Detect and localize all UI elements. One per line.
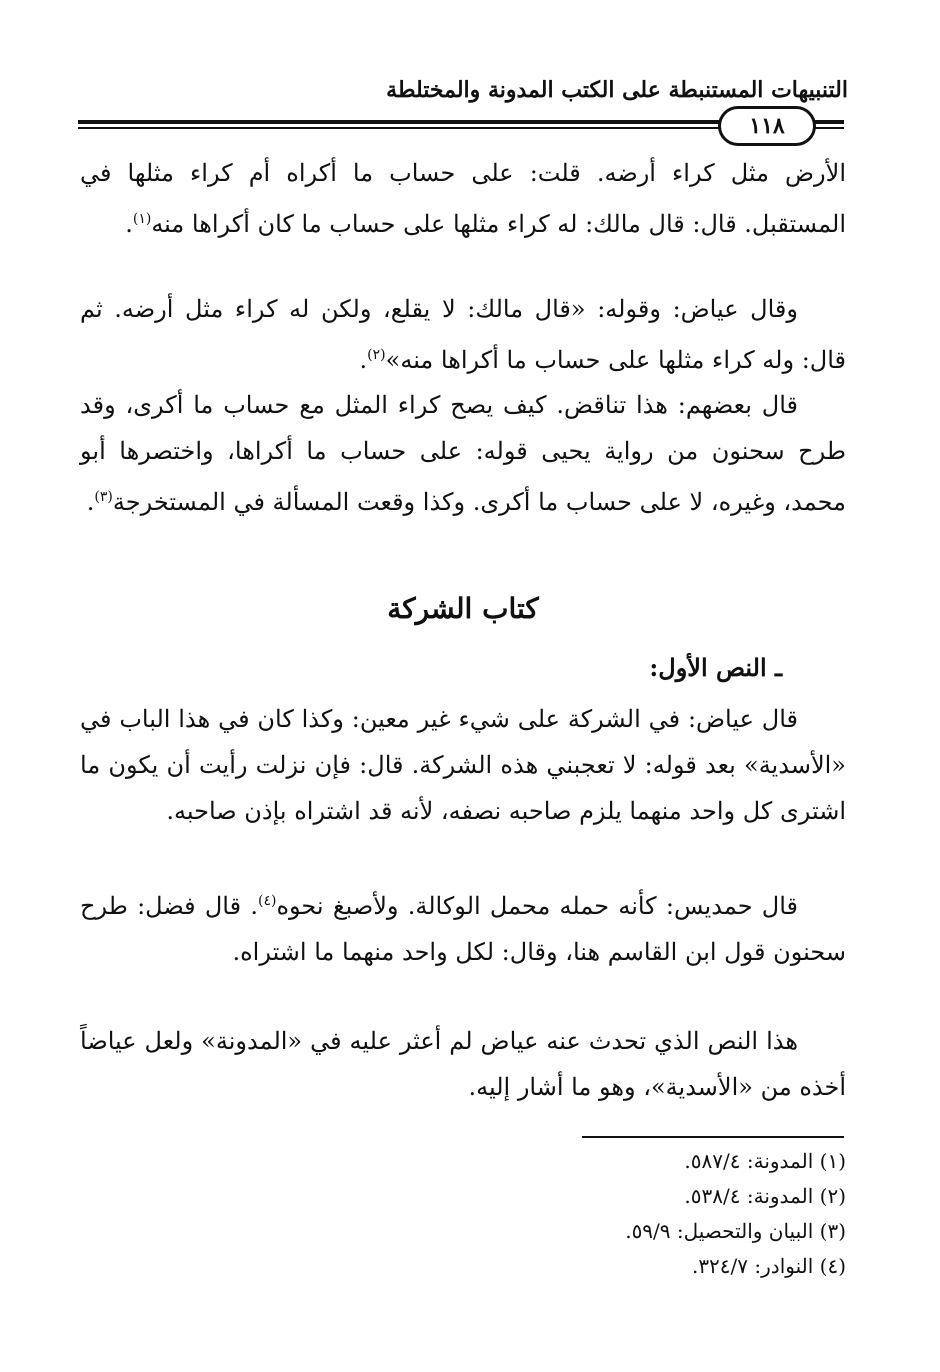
paragraph-5 — [80, 878, 846, 975]
footnote-separator — [582, 1136, 844, 1138]
paragraph-2-tail: . — [359, 346, 368, 374]
paragraph-6 — [80, 1018, 846, 1110]
footnote-ref-2[interactable]: (٢) — [367, 347, 386, 363]
footnote-ref-3[interactable]: (٣) — [94, 489, 113, 505]
footnote-number: (٤) — [819, 1254, 846, 1278]
footnote-text: المدونة: ٥٣٨/٤. — [684, 1184, 814, 1208]
paragraph-1 — [80, 150, 846, 247]
subheading — [80, 648, 846, 688]
paragraph-4 — [80, 696, 846, 834]
paragraph-4-text: قال عياض: في الشركة على شيء غير معين: وكذا كان في هذا الباب في «الأسدية» بعد قوله: لا تعجبني هذه الشركة. قال: فإن نزلت رأيت أن يكون ما اشترى كل واحد منهما يلزم صاحبه نصفه، لأنه قد اشتراه بإذن صاحبه. — [80, 705, 846, 825]
footnote-text: النوادر: ٣٢٤/٧. — [691, 1254, 814, 1278]
section-title: كتاب الشركة — [387, 592, 539, 625]
paragraph-3-text: قال بعضهم: هذا تناقض. كيف يصح كراء المثل مع حساب ما أكرى، وقد طرح سحنون من رواية يحيى قوله: على حساب ما أكراها، واختصرها أبو محمد، وغيره، لا على حساب ما أكرى. وكذا وقعت المسألة في المستخرجة — [80, 391, 847, 516]
paragraph-1-text: الأرض مثل كراء أرضه. قلت: على حساب ما أكراه أم كراء مثلها في المستقبل. قال: قال مالك: له كراء مثلها على حساب ما كان أكراها منه — [80, 159, 846, 238]
paragraph-3 — [80, 382, 846, 525]
footnote-number: (٣) — [819, 1219, 846, 1243]
footnote-item — [520, 1249, 846, 1284]
page-number: ١١٨ — [718, 106, 816, 146]
footnote-number: (٢) — [819, 1184, 846, 1208]
paragraph-1-tail: . — [125, 210, 133, 238]
footnote-number: (١) — [819, 1149, 846, 1173]
footnote-text: البيان والتحصيل: ٥٩/٩. — [625, 1219, 814, 1243]
footnotes-list — [520, 1144, 846, 1284]
subheading-text: ـ النص الأول: — [649, 653, 782, 682]
paragraph-5-tail: . قال فضل: طرح سحنون قول ابن القاسم هنا، وقال: لكل واحد منهما ما اشتراه. — [80, 892, 846, 966]
paragraph-3-tail: . — [86, 488, 95, 516]
footnote-item — [520, 1144, 846, 1179]
running-header: التنبيهات المستنبطة على الكتب المدونة والمختلطة — [386, 77, 848, 103]
paragraph-2 — [80, 286, 846, 383]
paragraph-5-text: قال حمديس: كأنه حمله محمل الوكالة. ولأصبغ نحوه — [276, 892, 798, 920]
footnote-text: المدونة: ٥٨٧/٤. — [684, 1149, 814, 1173]
paragraph-2-text: وقال عياض: وقوله: «قال مالك: لا يقلع، ولكن له كراء مثل أرضه. ثم قال: وله كراء مثلها على حساب ما أكراها منه» — [80, 295, 846, 374]
paragraph-6-text: هذا النص الذي تحدث عنه عياض لم أعثر عليه في «المدونة» ولعل عياضاً أخذه من «الأسدية»، وهو ما أشار إليه. — [80, 1027, 846, 1101]
footnote-ref-1[interactable]: (١) — [132, 211, 152, 227]
footnote-item — [520, 1214, 846, 1249]
footnote-item — [520, 1179, 846, 1214]
footnote-ref-4[interactable]: (٤) — [257, 893, 277, 909]
